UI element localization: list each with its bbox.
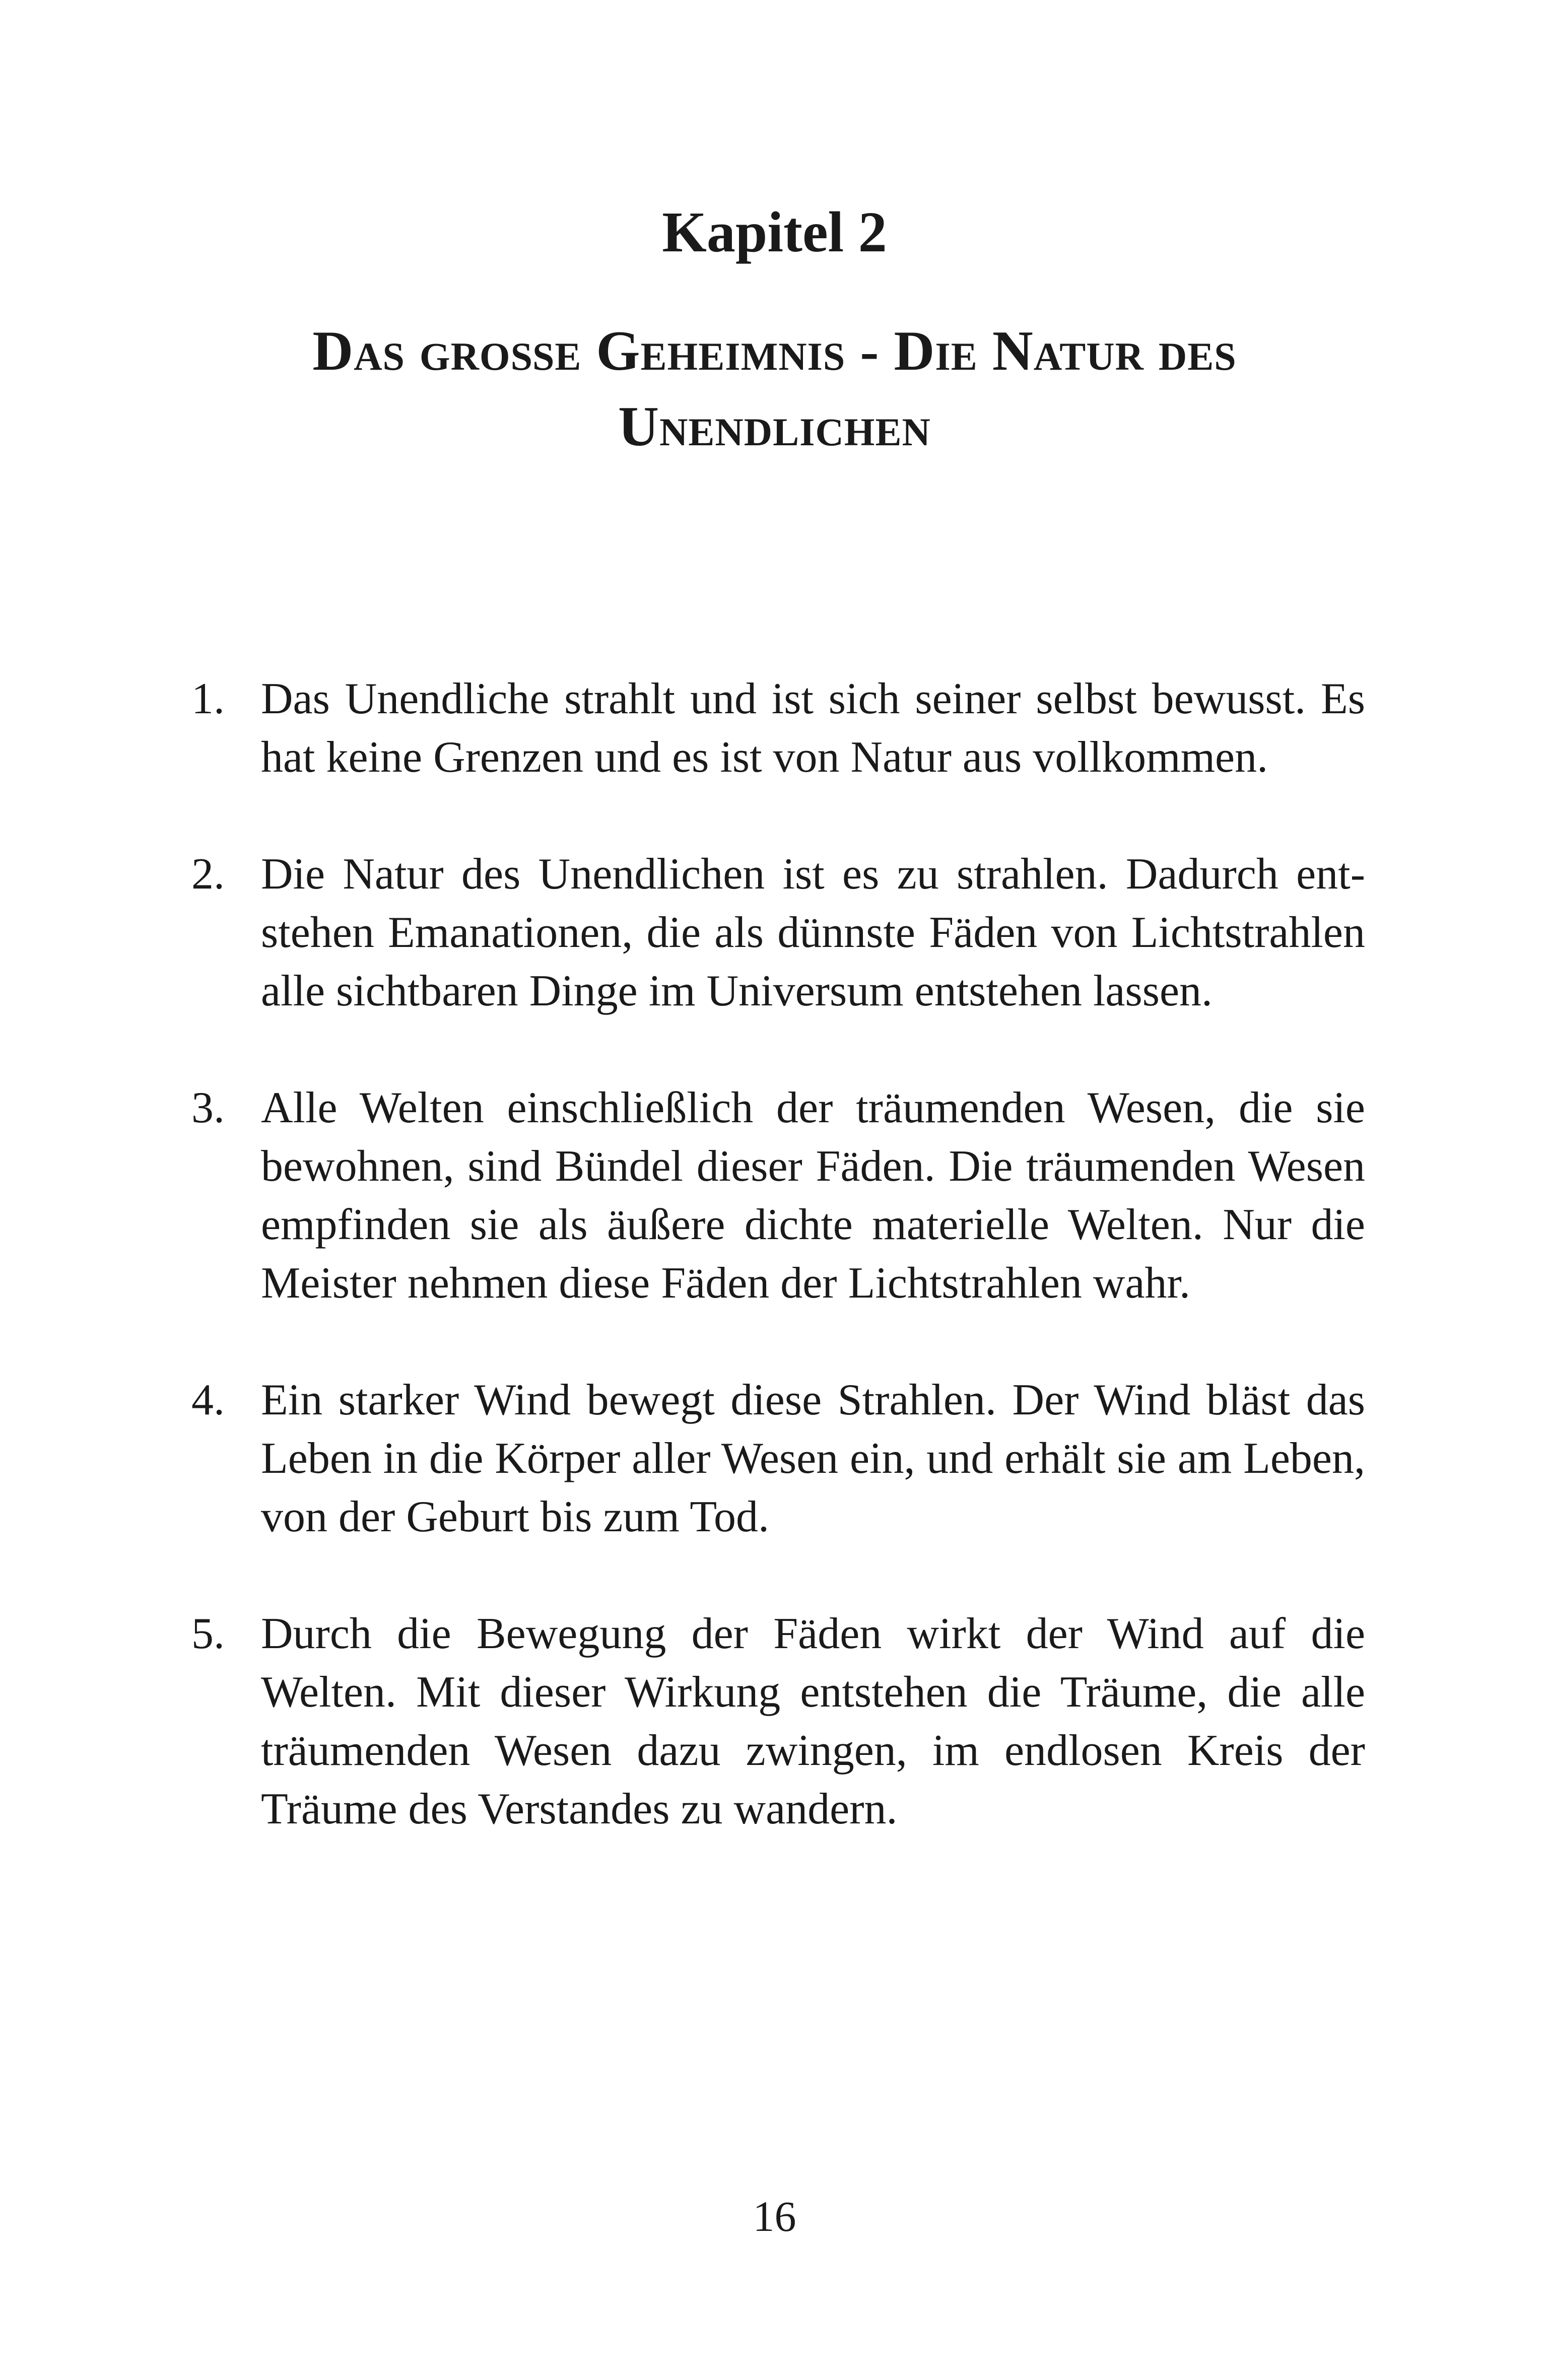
verse-item (191, 1605, 1365, 1839)
verse-text: Ein starker Wind bewegt diese Strahlen. Der Wind bläst das Leben in die Körper aller Wesen ein, und erhält sie am Leben, von der Geburt bis zum Tod. (261, 1376, 1365, 1541)
chapter-title-line-2: Unendlichen (618, 395, 931, 458)
chapter-title (101, 313, 1448, 464)
verse-item (191, 670, 1365, 787)
verse-item (191, 1079, 1365, 1313)
verse-item (191, 845, 1365, 1021)
verse-number: 2. (191, 850, 225, 899)
verse-text: Durch die Bewegung der Fäden wirkt der Wind auf die Welten. Mit dieser Wirkung entstehen die Träume, die alle träumenden Wesen dazu zwingen, im endlosen Kreis der Träume des Verstandes zu wandern. (261, 1609, 1365, 1833)
verse-text: Die Natur des Unendlichen ist es zu strahlen. Dadurch entstehen Emanationen, die als dünnste Fäden von Lichtstrahlen alle sichtbaren Dinge im Universum entstehen lassen. (261, 850, 1365, 1015)
chapter-title-line-1: Das große Geheimnis - Die Natur des (312, 320, 1237, 382)
verse-item (191, 1371, 1365, 1546)
verse-number: 4. (191, 1376, 225, 1424)
verse-number: 3. (191, 1083, 225, 1132)
verse-text: Alle Welten einschließlich der träumenden Wesen, die sie bewohnen, sind Bündel dieser Fäden. Die träumenden Wesen empfinden sie als äußere dichte materielle Welten. Nur die Meister nehmen diese Fäden der Lichtstrahlen wahr. (261, 1083, 1365, 1308)
verse-number: 5. (191, 1609, 225, 1658)
page-number: 16 (753, 2192, 796, 2240)
verse-number: 1. (191, 674, 225, 723)
verse-list (191, 670, 1365, 1897)
verse-text: Das Unendliche strahlt und ist sich seiner selbst bewusst. Es hat keine Grenzen und es ist von Natur aus vollkommen. (261, 674, 1365, 782)
chapter-label: Kapitel 2 (662, 200, 887, 264)
